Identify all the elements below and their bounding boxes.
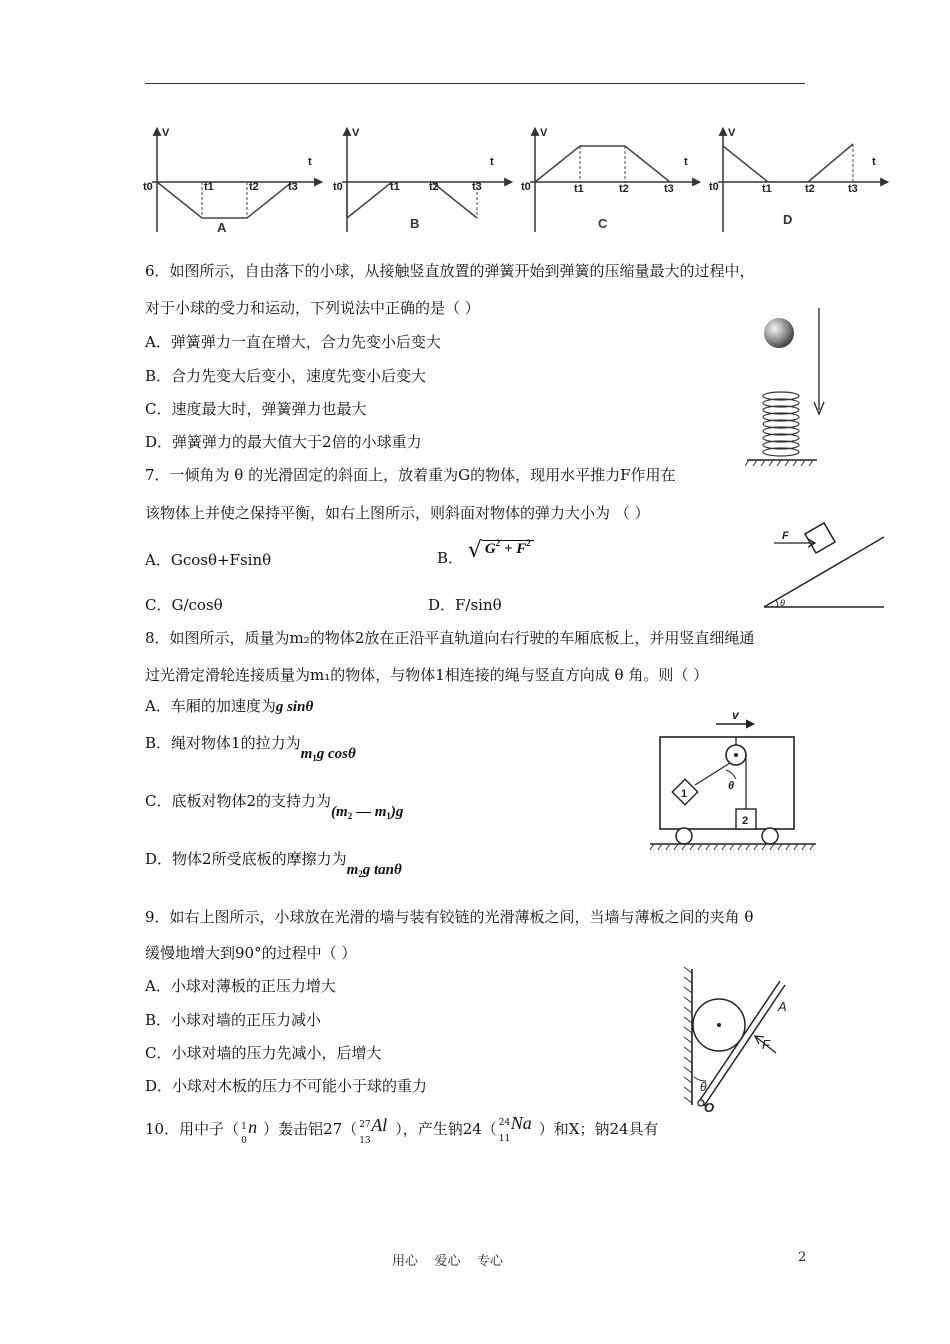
graph-a — [143, 127, 322, 235]
neutron-charge: 0 — [241, 1136, 247, 1146]
ball-icon — [764, 318, 794, 348]
q10-part1: 10．用中子（ — [145, 1120, 240, 1138]
graph-b-t2: t2 — [429, 181, 439, 193]
q8-option-b-expr — [301, 746, 356, 762]
neutron-symbol: n — [248, 1117, 258, 1137]
neutron-mass: 1 — [241, 1122, 247, 1132]
q8-box2-label: 2 — [742, 815, 749, 827]
graph-a-t1: t1 — [204, 181, 214, 193]
q7-option-a: A．Gcosθ+Fsinθ — [145, 551, 272, 569]
graph-d — [709, 127, 888, 232]
q8-d-rest: g tanθ — [362, 862, 402, 878]
q8-c-minus: — m — [352, 804, 387, 820]
graph-c-t0: t0 — [521, 181, 531, 193]
graph-d-t2: t2 — [805, 183, 815, 195]
q7-stem-line1: 7．一倾角为 θ 的光滑固定的斜面上，放着重为G的物体，现用水平推力F作用在 — [145, 466, 676, 484]
graph-b-t0: t0 — [333, 181, 343, 193]
q6-option-d: D．弹簧弹力的最大值大于2倍的小球重力 — [145, 433, 422, 451]
q6-option-a: A．弹簧弹力一直在增大，合力先变小后变大 — [145, 333, 441, 351]
q7-g: G — [484, 541, 496, 557]
q8-c-open: (m — [331, 804, 348, 820]
graph-c-v-label: V — [540, 127, 548, 139]
q8-option-a — [145, 695, 313, 716]
q9-o-label: O — [704, 1100, 715, 1113]
q8-option-c-label: C．底板对物体2的支持力为 — [145, 792, 332, 810]
q8-stem-line1: 8．如图所示，质量为m₂的物体2放在正沿平直轨道向右行驶的车厢底板上，并用竖直细绳通 — [145, 629, 755, 647]
q6-stem-line1: 6．如图所示，自由落下的小球，从接触竖直放置的弹簧开始到弹簧的压缩量最大的过程中， — [145, 262, 755, 280]
q7-option-d: D．F/sinθ — [428, 596, 502, 614]
sodium-charge: 11 — [498, 1134, 511, 1144]
graph-c — [521, 127, 700, 232]
q8-option-d-expr — [347, 862, 402, 878]
q7-figure-incline — [760, 515, 890, 613]
graph-a-caption: A — [217, 220, 227, 235]
graph-d-t0: t0 — [709, 181, 719, 193]
q10-part3: ），产生钠24（ — [395, 1120, 497, 1138]
q7-g-exp: 2 — [495, 538, 501, 548]
q7-f: F — [516, 541, 527, 557]
sodium-nuclide — [497, 1112, 539, 1144]
q8-theta-label: θ — [728, 780, 735, 792]
graph-a-v-label: V — [162, 127, 170, 139]
q9-theta-label: θ — [700, 1080, 707, 1094]
left-wheel-icon — [676, 828, 692, 844]
q8-c-close: )g — [390, 804, 404, 820]
q8-option-c-expr — [331, 804, 403, 820]
graph-c-t-label: t — [684, 156, 688, 168]
graph-c-t1: t1 — [574, 183, 584, 195]
graph-b-t3: t3 — [472, 181, 482, 193]
q8-option-a-label: A．车厢的加速度为 — [145, 697, 276, 715]
q8-v-label: v — [732, 708, 739, 722]
graph-d-t3: t3 — [848, 183, 858, 195]
aluminum-mass: 27 — [359, 1120, 371, 1130]
q8-c-sub1: 1 — [386, 811, 391, 821]
graph-a-t0: t0 — [143, 181, 153, 193]
header-rule — [145, 83, 805, 84]
q8-b-rest: g cosθ — [316, 746, 356, 762]
graph-b-v-label: V — [352, 127, 360, 139]
page-number: 2 — [798, 1250, 807, 1265]
vt-graphs — [140, 120, 890, 240]
graph-a-t2: t2 — [249, 181, 259, 193]
q10-part4: ）和X；钠24具有 — [538, 1120, 659, 1138]
graph-d-caption: D — [783, 212, 793, 227]
aluminum-symbol: Al — [371, 1115, 388, 1135]
q9-option-d: D．小球对木板的压力不可能小于球的重力 — [145, 1077, 428, 1095]
q9-f-label: F — [762, 1037, 770, 1052]
aluminum-nuclide — [357, 1112, 395, 1146]
graph-b-caption: B — [410, 216, 420, 231]
q7-plus: + — [500, 541, 517, 557]
q7-theta-label: θ — [780, 598, 785, 608]
q7-option-b-radicand — [482, 540, 534, 557]
q8-b-sub: 1 — [312, 753, 317, 763]
graph-c-t2: t2 — [619, 183, 629, 195]
q9-a-label: A — [778, 999, 787, 1014]
q9-option-a: A．小球对薄板的正压力增大 — [145, 977, 336, 995]
q8-c-sub2: 2 — [347, 811, 353, 821]
graph-a-t3: t3 — [288, 181, 298, 193]
graph-c-t3: t3 — [664, 183, 674, 195]
q9-stem-line1: 9．如右上图所示，小球放在光滑的墙与装有铰链的光滑薄板之间，当墙与薄板之间的夹角 θ — [145, 908, 754, 926]
q9-option-b: B．小球对墙的正压力减小 — [145, 1011, 322, 1029]
sodium-symbol: Na — [510, 1113, 532, 1133]
q9-option-c: C．小球对墙的压力先减小，后增大 — [145, 1044, 382, 1062]
spring-icon — [763, 392, 799, 456]
sodium-mass: 24 — [498, 1118, 511, 1128]
q7-stem-line2: 该物体上并使之保持平衡，如右上图所示，则斜面对物体的弹力大小为 （ ） — [145, 504, 650, 522]
q8-option-d-label: D．物体2所受底板的摩擦力为 — [145, 850, 347, 868]
q7-f-exp: 2 — [526, 538, 531, 548]
q8-box1-label: 1 — [681, 788, 688, 800]
q6-figure-ball-spring — [745, 302, 830, 470]
right-wheel-icon — [762, 828, 778, 844]
q8-option-b — [145, 732, 356, 763]
q8-d-m: m — [346, 862, 359, 878]
q8-option-a-expr: g sinθ — [275, 699, 314, 715]
q9-figure-wall-board — [680, 965, 800, 1113]
footer-motto: 用心 爱心 专心 — [392, 1254, 504, 1269]
graph-c-caption: C — [598, 216, 608, 231]
block-icon — [805, 523, 835, 553]
q6-option-c: C．速度最大时，弹簧弹力也最大 — [145, 400, 367, 418]
sqrt-sign: √ — [467, 538, 482, 563]
q10-stem — [145, 1112, 659, 1146]
q7-option-b-label: B． — [437, 549, 464, 567]
q7-f-label: F — [782, 530, 789, 542]
q8-d-sub: 2 — [358, 869, 363, 879]
graph-d-t1: t1 — [762, 183, 772, 195]
graph-b — [333, 127, 512, 232]
q7-option-b — [437, 538, 534, 568]
graph-d-v-label: V — [728, 127, 736, 139]
aluminum-charge: 13 — [359, 1136, 371, 1146]
q10-part2: ）轰击铝27（ — [263, 1120, 358, 1138]
graph-d-t-label: t — [872, 156, 876, 168]
q6-option-b: B．合力先变大后变小，速度先变小后变大 — [145, 367, 427, 385]
graph-b-t-label: t — [490, 156, 494, 168]
q8-figure-car-pulley — [648, 705, 818, 855]
neutron-nuclide — [239, 1112, 263, 1146]
q6-stem-line2: 对于小球的受力和运动，下列说法中正确的是（ ） — [145, 299, 480, 317]
q8-b-m: m — [300, 746, 313, 762]
q7-option-c: C．G/cosθ — [145, 596, 223, 614]
graph-a-t-label: t — [308, 156, 312, 168]
q8-option-b-label: B．绳对物体1的拉力为 — [145, 734, 301, 752]
q8-option-d — [145, 848, 402, 879]
q8-option-c — [145, 790, 404, 821]
graph-b-t1: t1 — [390, 181, 400, 193]
q9-stem-line2: 缓慢地增大到90°的过程中（ ） — [145, 944, 357, 962]
q8-stem-line2: 过光滑定滑轮连接质量为m₁的物体，与物体1相连接的绳与竖直方向成 θ 角。则（ ） — [145, 666, 709, 684]
